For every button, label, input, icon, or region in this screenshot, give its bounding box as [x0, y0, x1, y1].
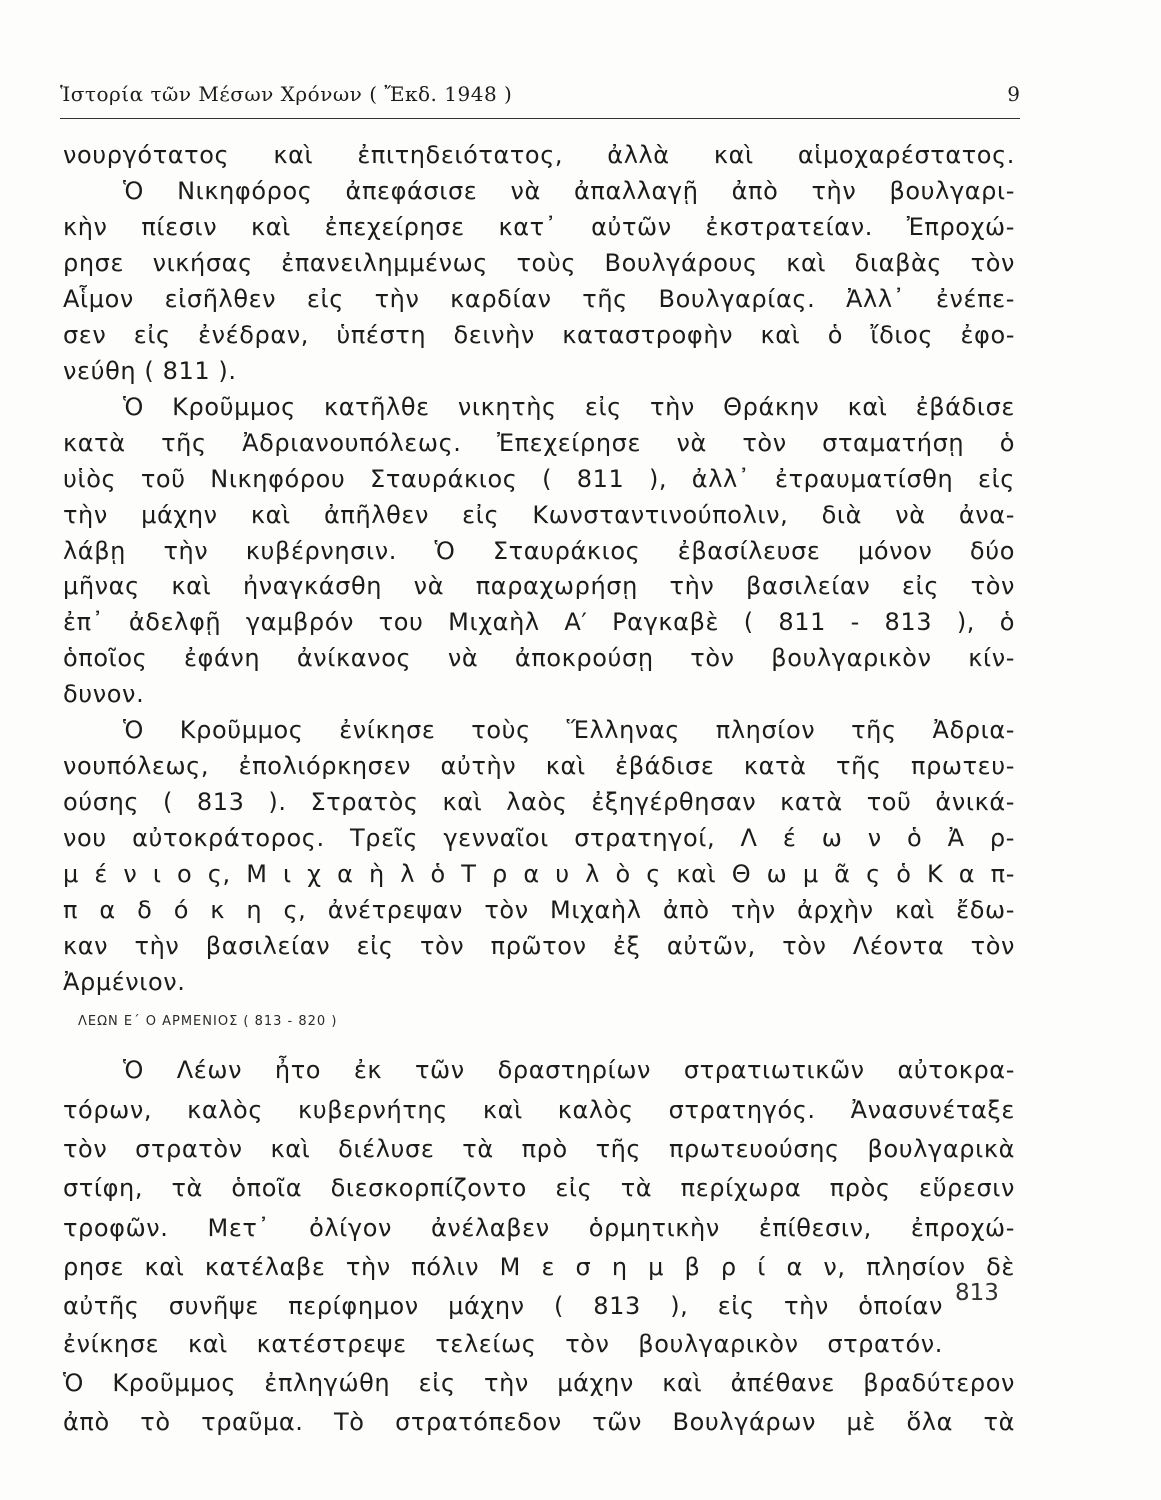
text-line: ἐνίκησε καὶ κατέστρεψε τελείως τὸν βουλγαρικὸν στρατόν.: [63, 1330, 943, 1358]
text-line: καν τὴν βασιλείαν εἰς τὸν πρῶτον ἐξ αὐτῶν, τὸν Λέοντα τὸν: [63, 932, 1015, 960]
text-line: νου αὐτοκράτορος. Τρεῖς γενναῖοι στρατηγοί, Λ έ ω ν ὁ Ἀ ρ-: [63, 824, 1015, 852]
text-line: π α δ ό κ η ς, ἀνέτρεψαν τὸν Μιχαὴλ ἀπὸ τὴν ἀρχὴν καὶ ἔδω-: [63, 896, 1015, 924]
margin-note: 813: [955, 1280, 999, 1306]
text-line: κὴν πίεσιν καὶ ἐπεχείρησε κατ᾿ αὐτῶν ἐκστρατείαν. Ἐπροχώ-: [63, 213, 1015, 241]
text-line: τὴν μάχην καὶ ἀπῆλθεν εἰς Κωνσταντινούπολιν, διὰ νὰ ἀνα-: [63, 501, 1015, 529]
text-line: μῆνας καὶ ἠναγκάσθη νὰ παραχωρήσῃ τὴν βασιλείαν εἰς τὸν: [63, 572, 1015, 600]
text-line: δυνον.: [63, 680, 145, 708]
book-title: Ἱστορία τῶν Μέσων Χρόνων ( Ἔκδ. 1948 ): [60, 82, 513, 106]
text-line: ἀπὸ τὸ τραῦμα. Τὸ στρατόπεδον τῶν Βουλγάρων μὲ ὅλα τὰ: [63, 1408, 1015, 1436]
text-line: ρησε καὶ κατέλαβε τὴν πόλιν Μ ε σ η μ β ρ ί α ν, πλησίον δὲ: [63, 1253, 1015, 1281]
text-line: στίφη, τὰ ὁποῖα διεσκορπίζοντο εἰς τὰ περίχωρα πρὸς εὕρεσιν: [63, 1174, 1015, 1202]
text-line: Ὁ Λέων ἦτο ἐκ τῶν δραστηρίων στρατιωτικῶν αὐτοκρα-: [123, 1056, 1015, 1084]
text-line: ρησε νικήσας ἐπανειλημμένως τοὺς Βουλγάρους καὶ διαβὰς τὸν: [63, 249, 1015, 277]
text-line: υἱὸς τοῦ Νικηφόρου Σταυράκιος ( 811 ), ἀλλ᾿ ἐτραυματίσθη εἰς: [63, 465, 1015, 493]
text-line: Ὁ Νικηφόρος ἀπεφάσισε νὰ ἀπαλλαγῇ ἀπὸ τὴν βουλγαρι-: [123, 177, 1015, 205]
text-line: Ὁ Κροῦμμος ἐπληγώθη εἰς τὴν μάχην καὶ ἀπέθανε βραδύτερον: [63, 1369, 1015, 1397]
text-line: ὁποῖος ἐφάνη ἀνίκανος νὰ ἀποκρούσῃ τὸν βουλγαρικὸν κίν-: [63, 644, 1015, 672]
section-heading: ΛΕΩΝ Ε΄ Ο ΑΡΜΕΝΙΟΣ ( 813 - 820 ): [78, 1014, 338, 1029]
text-line: ούσης ( 813 ). Στρατὸς καὶ λαὸς ἐξηγέρθησαν κατὰ τοῦ ἀνικά-: [63, 788, 1015, 816]
running-header: [60, 82, 1020, 119]
text-line: νουργότατος καὶ ἐπιτηδειότατος, ἀλλὰ καὶ αἱμοχαρέστατος.: [63, 141, 1015, 169]
text-line: Ὁ Κροῦμμος κατῆλθε νικητὴς εἰς τὴν Θράκην καὶ ἐβάδισε: [123, 393, 1015, 421]
text-line: αὐτῆς συνῆψε περίφημον μάχην ( 813 ), εἰς τὴν ὁποίαν: [63, 1292, 943, 1320]
text-line: νεύθη ( 811 ).: [63, 357, 237, 385]
text-line: κατὰ τῆς Ἀδριανουπόλεως. Ἐπεχείρησε νὰ τὸν σταματήσῃ ὁ: [63, 429, 1015, 457]
text-line: τόρων, καλὸς κυβερνήτης καὶ καλὸς στρατηγός. Ἀνασυνέταξε: [63, 1096, 1015, 1124]
text-line: Ὁ Κροῦμμος ἐνίκησε τοὺς Ἕλληνας πλησίον τῆς Ἀδρια-: [123, 716, 1015, 744]
text-line: μ έ ν ι ο ς, Μ ι χ α ὴ λ ὁ Τ ρ α υ λ ὸ ς καὶ Θ ω μ ᾶ ς ὁ Κ α π-: [63, 860, 1015, 888]
text-line: σεν εἰς ἐνέδραν, ὑπέστη δεινὴν καταστροφὴν καὶ ὁ ἴδιος ἐφο-: [63, 321, 1015, 349]
text-line: ἐπ᾿ ἀδελφῇ γαμβρόν του Μιχαὴλ Α′ Ραγκαβὲ ( 811 - 813 ), ὁ: [63, 608, 1015, 636]
text-line: τὸν στρατὸν καὶ διέλυσε τὰ πρὸ τῆς πρωτευούσης βουλγαρικὰ: [63, 1135, 1015, 1163]
text-line: νουπόλεως, ἐπολιόρκησεν αὐτὴν καὶ ἐβάδισε κατὰ τῆς πρωτευ-: [63, 752, 1015, 780]
text-line: τροφῶν. Μετ᾿ ὀλίγον ἀνέλαβεν ὁρμητικὴν ἐπίθεσιν, ἐπροχώ-: [63, 1214, 1015, 1242]
text-line: Αἷμον εἰσῆλθεν εἰς τὴν καρδίαν τῆς Βουλγαρίας. Ἀλλ᾿ ἐνέπε-: [63, 285, 1015, 313]
text-line: λάβῃ τὴν κυβέρνησιν. Ὁ Σταυράκιος ἐβασίλευσε μόνον δύο: [63, 537, 1015, 565]
page-number: 9: [1007, 82, 1020, 106]
text-line: Ἀρμένιον.: [63, 968, 186, 996]
